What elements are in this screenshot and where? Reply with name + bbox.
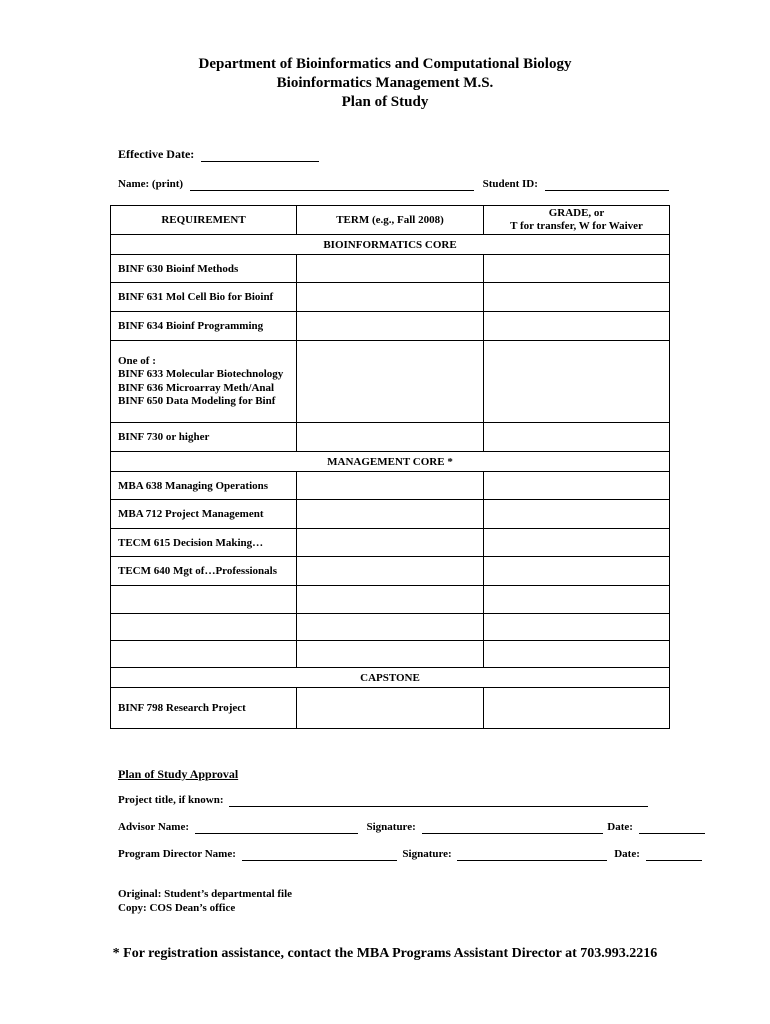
grade-field[interactable]	[484, 429, 669, 446]
grade-field[interactable]	[484, 563, 669, 580]
one-of-label: One of :	[118, 354, 156, 367]
effective-date-row	[118, 147, 319, 162]
grade-field[interactable]	[484, 477, 669, 494]
requirement-cell: BINF 634 Bioinf Programming	[111, 312, 297, 341]
name-field[interactable]	[190, 178, 474, 191]
table-row	[111, 472, 670, 500]
grade-field[interactable]	[484, 289, 669, 306]
table-row	[111, 641, 670, 668]
table-row	[111, 255, 670, 283]
requirement-field[interactable]	[111, 619, 296, 636]
project-title-row	[118, 794, 648, 807]
effective-date-field[interactable]	[201, 149, 319, 162]
term-field[interactable]	[297, 477, 483, 494]
project-title-label: Project title, if known:	[118, 794, 224, 806]
student-id-field[interactable]	[545, 178, 669, 191]
program-director-name-label: Program Director Name:	[118, 848, 236, 860]
requirement-field[interactable]	[111, 646, 296, 663]
copy-note: Copy: COS Dean’s office	[118, 902, 236, 914]
one-of-option: BINF 633 Molecular Biotechnology	[118, 368, 284, 380]
name-label: Name: (print)	[118, 178, 184, 190]
project-title-field[interactable]	[229, 794, 648, 807]
table-row	[111, 586, 670, 614]
capstone-heading: CAPSTONE	[111, 668, 670, 688]
grade-field[interactable]	[484, 700, 669, 717]
grade-header	[484, 206, 670, 235]
term-field[interactable]	[297, 563, 483, 580]
table-row	[111, 688, 670, 729]
requirement-cell: BINF 631 Mol Cell Bio for Bioinf	[111, 283, 297, 312]
term-field[interactable]	[297, 506, 483, 523]
requirement-field[interactable]	[111, 591, 296, 608]
requirement-cell: BINF 798 Research Project	[111, 688, 297, 729]
table-header-row	[111, 206, 670, 235]
advisor-date-label: Date:	[607, 821, 633, 833]
director-signature-label: Signature:	[402, 848, 452, 860]
director-date-label: Date:	[614, 848, 640, 860]
term-field[interactable]	[297, 289, 483, 306]
management-core-heading: MANAGEMENT CORE *	[111, 452, 670, 472]
director-date-field[interactable]	[646, 848, 702, 861]
requirement-cell: TECM 640 Mgt of…Professionals	[111, 557, 297, 586]
grade-field[interactable]	[484, 318, 669, 335]
term-field[interactable]	[297, 534, 483, 551]
original-note: Original: Student’s departmental file	[118, 888, 293, 900]
grade-field[interactable]	[484, 646, 669, 663]
distribution-notes	[118, 887, 292, 915]
advisor-signature-field[interactable]	[422, 821, 603, 834]
table-row	[111, 557, 670, 586]
advisor-name-field[interactable]	[195, 821, 358, 834]
requirement-cell: MBA 638 Managing Operations	[111, 472, 297, 500]
requirement-header: REQUIREMENT	[111, 206, 297, 235]
approval-heading: Plan of Study Approval	[118, 767, 239, 781]
requirement-cell: MBA 712 Project Management	[111, 500, 297, 529]
name-row	[118, 178, 669, 191]
director-signature-field[interactable]	[457, 848, 607, 861]
one-of-option: BINF 650 Data Modeling for Binf	[118, 395, 276, 407]
term-field[interactable]	[297, 646, 483, 663]
program-director-name-field[interactable]	[242, 848, 397, 861]
bioinformatics-core-heading: BIOINFORMATICS CORE	[111, 235, 670, 255]
program-director-row	[118, 848, 702, 861]
advisor-signature-label: Signature:	[366, 821, 416, 833]
one-of-option: BINF 636 Microarray Meth/Anal	[118, 381, 275, 394]
department-title: Department of Bioinformatics and Computational Biology	[198, 56, 572, 72]
table-row	[111, 529, 670, 557]
advisor-row	[118, 821, 705, 834]
term-field[interactable]	[297, 260, 483, 277]
term-field[interactable]	[297, 318, 483, 335]
term-header: TERM (e.g., Fall 2008)	[297, 206, 484, 235]
grade-header-line2: T for transfer, W for Waiver	[510, 220, 643, 232]
advisor-name-label: Advisor Name:	[118, 821, 189, 833]
student-id-label: Student ID:	[482, 178, 538, 190]
requirement-cell: BINF 630 Bioinf Methods	[111, 255, 297, 283]
requirement-cell: BINF 730 or higher	[111, 423, 297, 452]
term-field[interactable]	[297, 619, 483, 636]
table-row	[111, 341, 670, 423]
table-row	[111, 283, 670, 312]
requirement-cell: TECM 615 Decision Making…	[111, 529, 297, 557]
grade-field[interactable]	[484, 506, 669, 523]
requirements-table	[110, 205, 670, 729]
grade-header-line1: GRADE, or	[548, 207, 605, 219]
grade-field[interactable]	[484, 591, 669, 608]
grade-field[interactable]	[484, 260, 669, 277]
grade-field[interactable]	[484, 534, 669, 551]
term-field[interactable]	[297, 591, 483, 608]
grade-field[interactable]	[484, 373, 669, 390]
term-field[interactable]	[297, 700, 483, 717]
table-row	[111, 614, 670, 641]
term-field[interactable]	[297, 429, 483, 446]
one-of-cell	[111, 341, 297, 423]
table-row	[111, 312, 670, 341]
term-field[interactable]	[297, 373, 483, 390]
table-row	[111, 500, 670, 529]
advisor-date-field[interactable]	[639, 821, 705, 834]
registration-footer: * For registration assistance, contact the MBA Programs Assistant Director at 703.993.2216	[112, 946, 658, 961]
table-row	[111, 423, 670, 452]
program-title: Bioinformatics Management M.S.	[276, 75, 494, 91]
effective-date-label: Effective Date:	[118, 147, 195, 161]
grade-field[interactable]	[484, 619, 669, 636]
form-title: Plan of Study	[341, 94, 429, 110]
